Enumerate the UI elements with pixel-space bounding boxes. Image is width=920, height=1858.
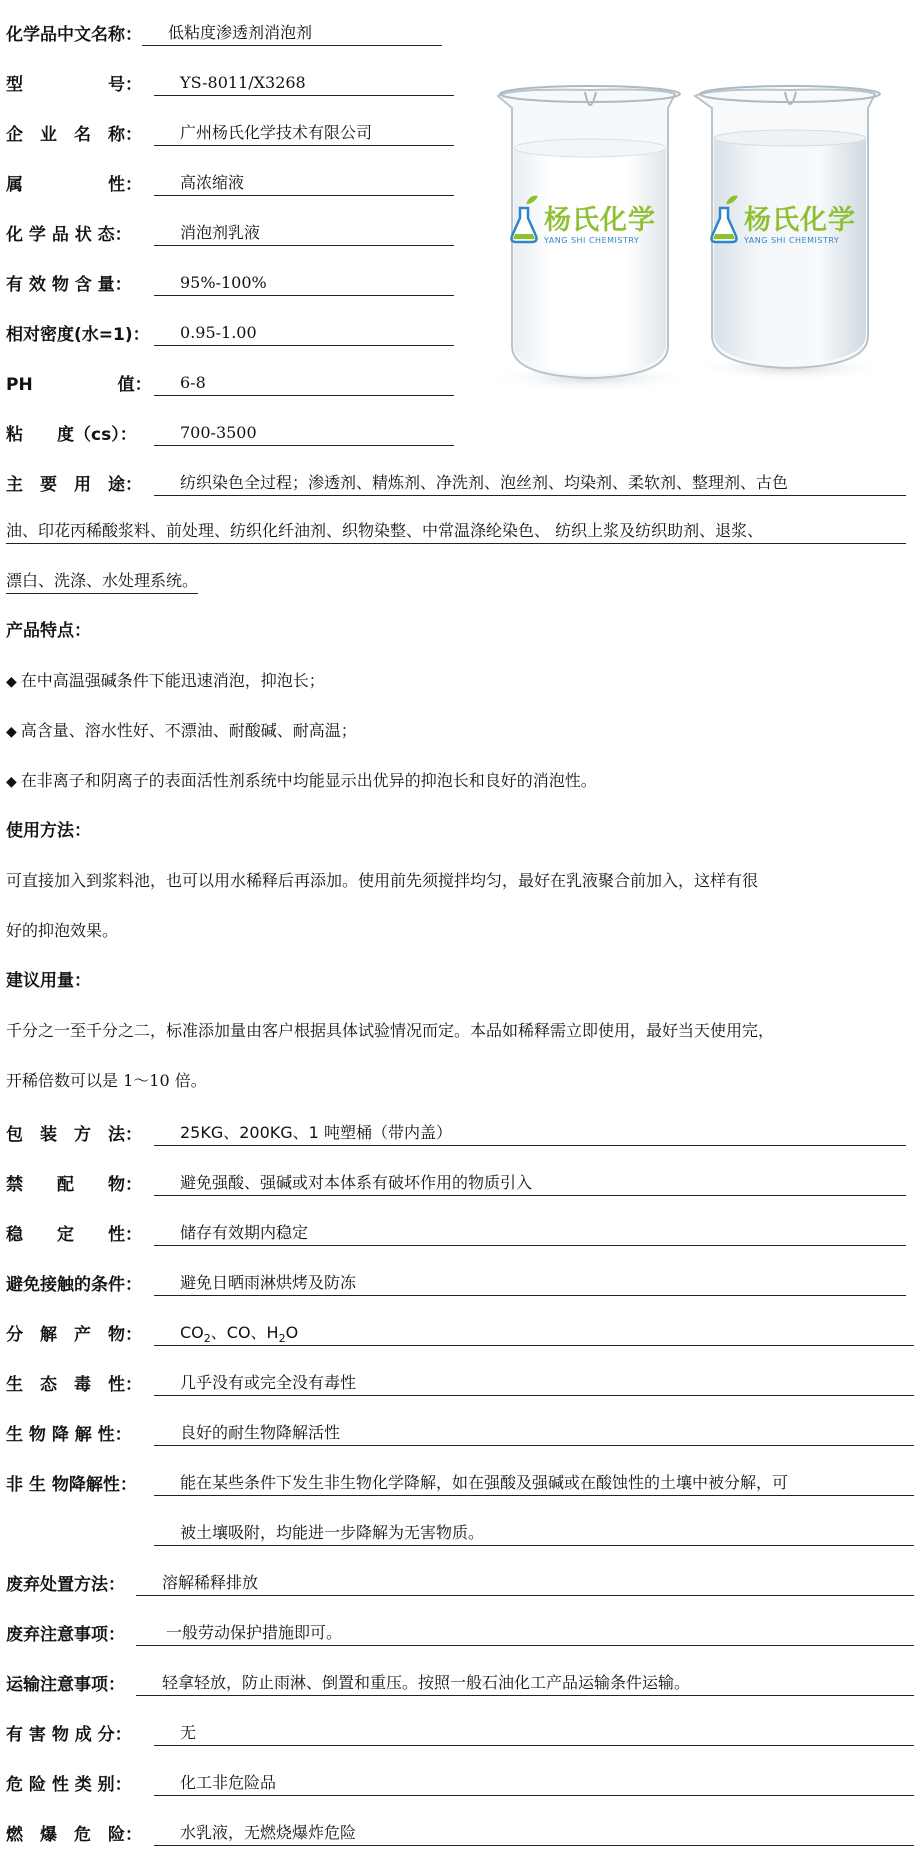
feature-item: ◆ 在非离子和阴离子的表面活性剂系统中均能显示出优异的抑泡长和良好的消泡性。 bbox=[6, 771, 597, 790]
spec-value: 能在某些条件下发生非生物化学降解，如在强酸及强碱或在酸蚀性的土壤中被分解，可 bbox=[154, 1472, 914, 1496]
features-heading: 产品特点： bbox=[6, 621, 91, 641]
bullet-icon: ◆ bbox=[6, 724, 17, 740]
dosage-heading: 建议用量： bbox=[6, 971, 91, 991]
spec-row-ph bbox=[6, 368, 454, 396]
spec-value: 储存有效期内稳定 bbox=[154, 1222, 906, 1246]
brand-name-cn: 杨氏化学 bbox=[744, 205, 856, 236]
brand-logo-right bbox=[744, 206, 856, 246]
spec-label: 粘 度（cs）： bbox=[6, 425, 137, 445]
brand-name-cn: 杨氏化学 bbox=[544, 205, 656, 236]
spec-value: 轻拿轻放，防止雨淋、倒置和重压。按照一般石油化工产品运输条件运输。 bbox=[136, 1672, 914, 1696]
spec-value: 化工非危险品 bbox=[154, 1772, 914, 1796]
usage-line-3-wrap bbox=[6, 570, 198, 594]
spec-row-transport bbox=[6, 1668, 914, 1696]
method-line-1: 可直接加入到浆料池，也可以用水稀释后再添加。使用前先须搅拌均匀，最好在乳液聚合前加入，这样有很 bbox=[6, 871, 759, 890]
spec-value: 700-3500 bbox=[154, 422, 454, 446]
spec-row-content bbox=[6, 268, 454, 296]
spec-label: 企 业 名 称： bbox=[6, 125, 142, 145]
spec-value: 低粘度渗透剂消泡剂 bbox=[142, 22, 442, 46]
feature-item: ◆ 在中高温强碱条件下能迅速消泡，抑泡长； bbox=[6, 671, 325, 690]
spec-row-biodegradation bbox=[6, 1418, 914, 1446]
spec-row-disposal-notes bbox=[6, 1618, 914, 1646]
spec-value: 6-8 bbox=[154, 372, 454, 396]
spec-value: 无 bbox=[154, 1722, 914, 1746]
spec-row-incompatible bbox=[6, 1168, 906, 1196]
brand-logo-left bbox=[544, 206, 656, 246]
spec-value: 良好的耐生物降解活性 bbox=[154, 1422, 914, 1446]
spec-value: 高浓缩液 bbox=[154, 172, 454, 196]
spec-label: 避免接触的条件： bbox=[6, 1275, 142, 1295]
feature-item: ◆ 高含量、溶水性好、不漂油、耐酸碱、耐高温； bbox=[6, 721, 357, 740]
brand-name-en: YANG SHI CHEMISTRY bbox=[544, 236, 640, 245]
spec-row-density bbox=[6, 318, 454, 346]
spec-label: 化 学 品 状 态： bbox=[6, 225, 132, 245]
spec-value: 水乳液，无燃烧爆炸危险 bbox=[154, 1822, 914, 1846]
spec-row-property bbox=[6, 168, 454, 196]
spec-label: 相对密度(水=1)： bbox=[6, 325, 150, 345]
spec-row-avoid bbox=[6, 1268, 906, 1296]
spec-row-danger-class bbox=[6, 1768, 914, 1796]
spec-row-viscosity bbox=[6, 418, 454, 446]
usage-row bbox=[6, 468, 906, 496]
dosage-line-1: 千分之一至千分之二，标准添加量由客户根据具体试验情况而定。本品如稀释需立即使用，最好当天使用完， bbox=[6, 1021, 775, 1040]
method-heading: 使用方法： bbox=[6, 821, 91, 841]
spec-value: 被土壤吸附，均能进一步降解为无害物质。 bbox=[154, 1522, 914, 1546]
usage-line-2-wrap bbox=[6, 520, 906, 544]
usage-line-3: 漂白、洗涤、水处理系统。 bbox=[6, 570, 198, 594]
usage-label: 主 要 用 途： bbox=[6, 475, 142, 495]
spec-value: 溶解稀释排放 bbox=[136, 1572, 914, 1596]
method-line-2: 好的抑泡效果。 bbox=[6, 921, 119, 940]
spec-row-name bbox=[6, 18, 442, 46]
spec-value: 消泡剂乳液 bbox=[154, 222, 454, 246]
spec-row-state bbox=[6, 218, 454, 246]
usage-line-2: 油、印花丙稀酸浆料、前处理、纺织化纤油剂、织物染整、中常温涤纶染色、 纺织上浆及纺织助剂、退浆、 bbox=[6, 520, 906, 544]
spec-label: 禁 配 物： bbox=[6, 1175, 142, 1195]
spec-label: 非 生 物降解性： bbox=[6, 1475, 137, 1495]
spec-row-packaging bbox=[6, 1118, 906, 1146]
spec-label: 稳 定 性： bbox=[6, 1225, 142, 1245]
spec-row-model bbox=[6, 68, 454, 96]
spec-value: 广州杨氏化学技术有限公司 bbox=[154, 122, 454, 146]
spec-label: 生 态 毒 性： bbox=[6, 1375, 142, 1395]
spec-value: YS-8011/X3268 bbox=[154, 72, 454, 96]
bullet-icon: ◆ bbox=[6, 674, 17, 690]
spec-label: 生 物 降 解 性： bbox=[6, 1425, 132, 1445]
spec-value: 一般劳动保护措施即可。 bbox=[136, 1622, 914, 1646]
spec-row-decomposition bbox=[6, 1318, 914, 1346]
spec-label: 危 险 性 类 别： bbox=[6, 1775, 132, 1795]
spec-label: 燃 爆 危 险： bbox=[6, 1825, 142, 1845]
spec-value: 95%-100% bbox=[154, 272, 454, 296]
spec-label: 废弃处置方法： bbox=[6, 1575, 125, 1595]
dosage-line-2: 开稀倍数可以是 1～10 倍。 bbox=[6, 1071, 207, 1090]
spec-row-nonbio bbox=[6, 1468, 914, 1496]
spec-label: 有 效 物 含 量： bbox=[6, 275, 132, 295]
spec-value: 避免强酸、强碱或对本体系有破坏作用的物质引入 bbox=[154, 1172, 906, 1196]
product-photo bbox=[490, 78, 910, 396]
spec-row-ecotox bbox=[6, 1368, 914, 1396]
spec-label: 包 装 方 法： bbox=[6, 1125, 142, 1145]
spec-value: 0.95-1.00 bbox=[154, 322, 454, 346]
spec-label: 运输注意事项： bbox=[6, 1675, 125, 1695]
spec-label: 有 害 物 成 分： bbox=[6, 1725, 132, 1745]
spec-row-disposal bbox=[6, 1568, 914, 1596]
spec-label: 属 性： bbox=[6, 175, 142, 195]
bullet-icon: ◆ bbox=[6, 774, 17, 790]
spec-label: 分 解 产 物： bbox=[6, 1325, 142, 1345]
spec-label: 型 号： bbox=[6, 75, 142, 95]
spec-label: PH 值： bbox=[6, 375, 152, 395]
spec-row-explosion bbox=[6, 1818, 914, 1846]
brand-name-en: YANG SHI CHEMISTRY bbox=[744, 236, 840, 245]
spec-value: 几乎没有或完全没有毒性 bbox=[154, 1372, 914, 1396]
spec-row-hazardous bbox=[6, 1718, 914, 1746]
spec-label: 化学品中文名称： bbox=[6, 25, 142, 45]
spec-row-stability bbox=[6, 1218, 906, 1246]
spec-label: 废弃注意事项： bbox=[6, 1625, 125, 1645]
spec-value: 避免日晒雨淋烘烤及防冻 bbox=[154, 1272, 906, 1296]
spec-value: 25KG、200KG、1 吨塑桶（带内盖） bbox=[154, 1122, 906, 1146]
spec-row-company bbox=[6, 118, 454, 146]
usage-line-1: 纺织染色全过程；渗透剂、精炼剂、净洗剂、泡丝剂、均染剂、柔软剂、整理剂、古色 bbox=[154, 472, 906, 496]
spec-value: $CO_2$、CO、$H_2O$ bbox=[154, 1322, 914, 1346]
spec-row-nonbio-cont bbox=[154, 1518, 914, 1546]
